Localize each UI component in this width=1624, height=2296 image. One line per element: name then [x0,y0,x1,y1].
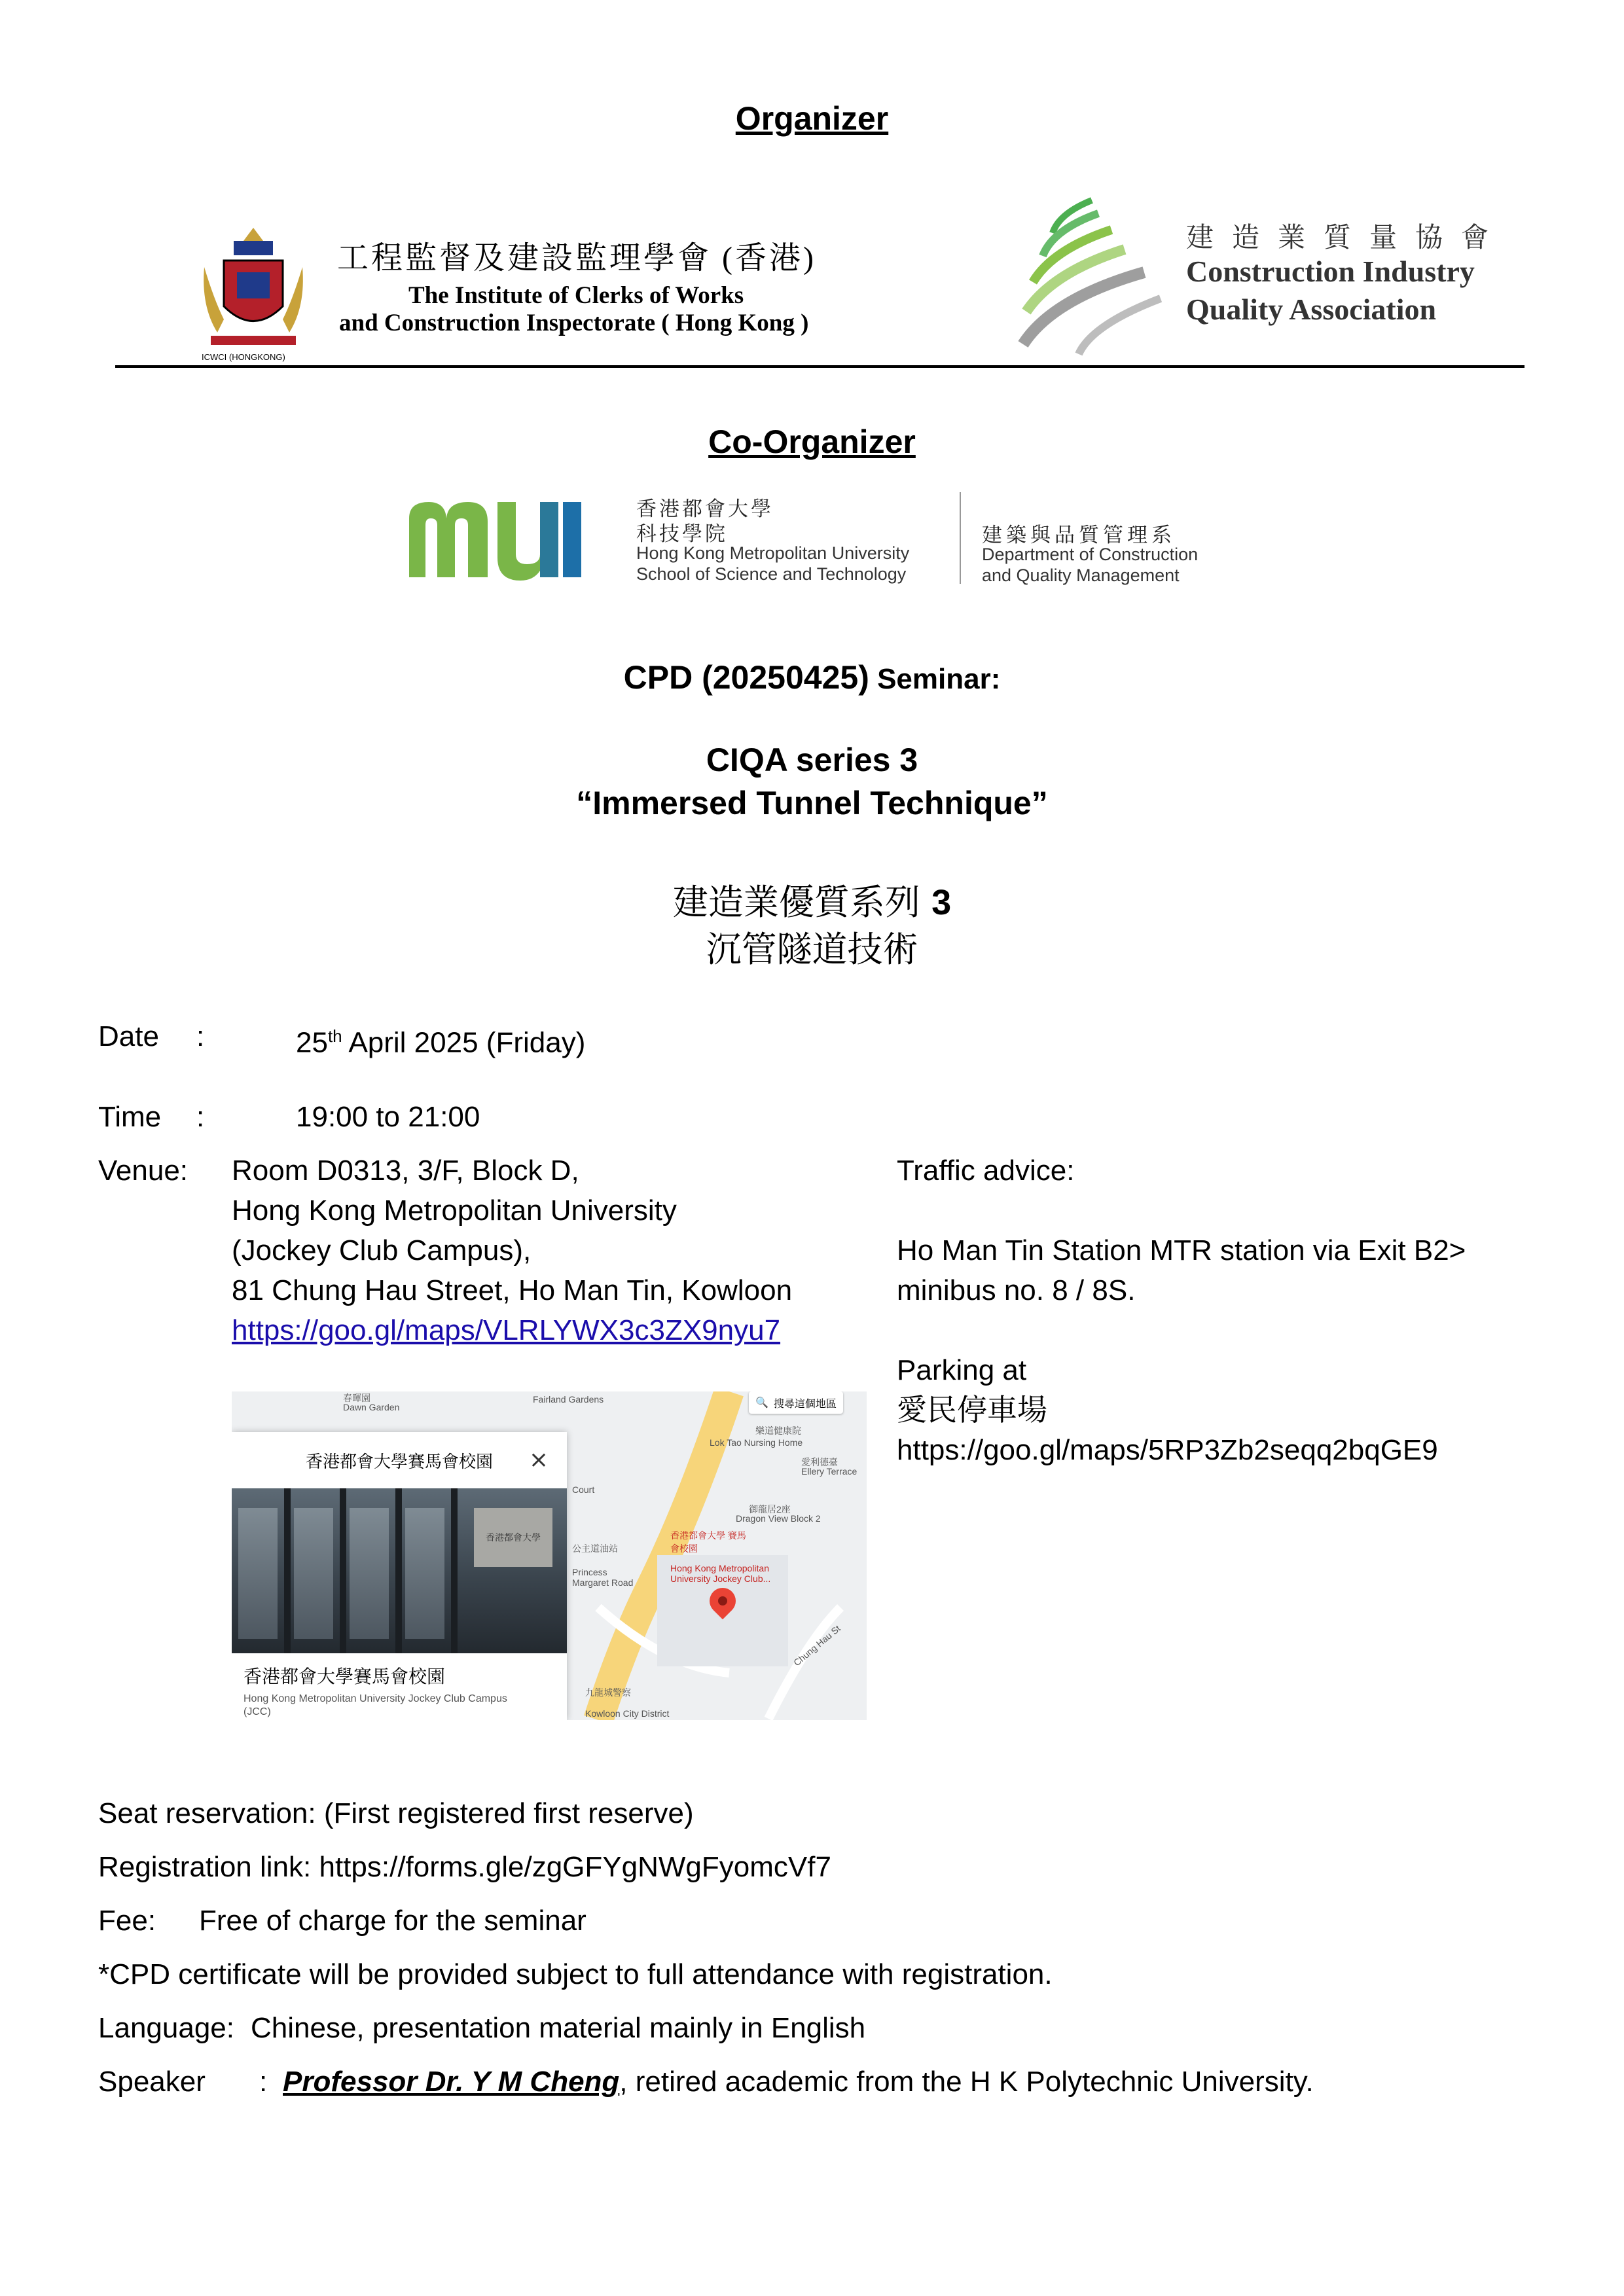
map-label-dawn-cn: 春暉園 [343,1393,370,1403]
traffic-line1: Ho Man Tin Station MTR station via Exit B2> [897,1234,1466,1266]
cpd-label: CPD (20250425) [623,659,869,696]
venue-block [232,1151,860,1350]
icwci-crest-caption: ICWCI (HONGKONG) [202,352,285,362]
registration-link[interactable]: Registration link: https://forms.gle/zgGFYgNWgFyomcVf7 [98,1851,831,1883]
time-label: Time [98,1101,162,1133]
traffic-line2: minibus no. 8 / 8S. [897,1274,1136,1306]
parking-link[interactable]: https://goo.gl/maps/5RP3Zb2seqq2bqGE9 [897,1434,1438,1466]
place-card-photo [232,1488,567,1653]
map-label-court: Court [572,1484,595,1495]
coorganizer-heading: Co-Organizer [708,423,916,460]
venue-line: Hong Kong Metropolitan University [232,1194,677,1227]
time-colon: : [196,1101,205,1133]
place-card-subtitle: Hong Kong Metropolitan University Jockey Club Campus (JCC) [244,1693,507,1717]
venue-map-link[interactable]: https://goo.gl/maps/VLRLYWX3c3ZX9nyu7 [232,1314,781,1346]
map-label-dragon-en: Dragon View Block 2 [736,1513,821,1524]
date-label: Date [98,1020,159,1052]
map-label-dragon-cn: 御龍居2座 [749,1504,791,1515]
map-label-campus-cn: 香港都會大學 賽馬會校園 [670,1530,746,1554]
dept-name-en-line1: Department of Construction [982,545,1199,564]
map-label-campus-en: Hong Kong Metropolitan University Jockey Club... [670,1563,771,1584]
close-icon[interactable]: × [528,1446,549,1473]
map-label-ellery-cn: 愛利德臺 [801,1457,838,1467]
icwci-name-cn: 工程監督及建設監理學會 (香港) [337,241,816,276]
hkmu-name-cn-line1: 香港都會大學 [636,497,774,521]
map-label-nursing-en: Lok Tao Nursing Home [710,1437,803,1448]
map-search-chip[interactable] [749,1391,843,1414]
map-search-label: 搜尋這個地區 [773,1398,837,1410]
language-label: Language: [98,2012,234,2044]
seat-reservation: Seat reservation: (First registered first reserve) [98,1797,694,1829]
parking-name-cn: 愛民停車場 [897,1392,1047,1427]
map-label-nursing-cn: 樂道健康院 [755,1426,801,1436]
map-label-princess-cn: 公主道油站 [572,1543,618,1554]
date-colon: : [196,1020,205,1052]
place-card-header [232,1432,567,1489]
header-divider [115,365,1525,368]
hkmu-name-en-line1: Hong Kong Metropolitan University [636,543,910,563]
traffic-block [897,1151,1538,1470]
dept-name-cn: 建築與品質管理系 [982,524,1176,547]
place-card-title: 香港都會大學賽馬會校園 [305,1452,493,1472]
map-label-police-cn: 九龍城警察 [585,1687,631,1698]
place-card-plaque: 香港都會大學 [474,1508,552,1567]
speaker-rest: , retired academic from the H K Polytechnic University. [619,2066,1314,2098]
map-label-ellery-en: Ellery Terrace [801,1466,857,1477]
dept-name-en-line2: and Quality Management [982,565,1180,585]
speaker-colon: : [259,2066,268,2098]
icwci-crest-icon [198,221,309,362]
hkmu-divider [960,492,961,584]
language-value: Chinese, presentation material mainly in English [251,2012,866,2044]
series-cn-num: 3 [931,883,952,922]
ciqa-name-en-line2: Quality Association [1186,293,1437,326]
ciqa-name-cn: 建造業質量協會 [1186,223,1507,253]
parking-label: Parking at [897,1354,1027,1386]
map-label-chunghau: Chung Hau St [791,1623,842,1668]
fee-value: Free of charge for the seminar [199,1905,586,1937]
organizer-heading: Organizer [735,100,889,137]
traffic-heading: Traffic advice: [897,1155,1075,1187]
seminar-label: Seminar: [869,663,1001,695]
date-day: 25 [296,1026,328,1059]
hkmu-logo-icon [406,492,615,584]
venue-line: Room D0313, 3/F, Block D, [232,1155,579,1187]
speaker-label: Speaker [98,2066,206,2098]
date-rest: April 2025 (Friday) [342,1026,586,1059]
speaker-name: Professor Dr. Y M Cheng [283,2066,620,2098]
date-value [296,1016,585,1063]
ciqa-logo-icon [1013,194,1170,357]
venue-line: 81 Chung Hau Street, Ho Man Tin, Kowloon [232,1274,793,1306]
icwci-name-en-line1: The Institute of Clerks of Works [408,282,744,309]
title-cn: 沉管隧道技術 [706,929,918,970]
series-en: CIQA series 3 [706,742,918,778]
cpd-line [0,658,1624,696]
venue-line: (Jockey Club Campus), [232,1234,532,1266]
map-label-princess-en: Princess Margaret Road [572,1567,634,1588]
place-card[interactable] [232,1432,567,1720]
search-icon: 🔍 [755,1397,768,1408]
date-sup: th [327,1026,342,1046]
series-cn-text: 建造業優質系列 [672,882,932,923]
title-en: “Immersed Tunnel Technique” [576,785,1048,821]
place-card-name: 香港都會大學賽馬會校園 [244,1666,446,1687]
ciqa-name-en-line1: Construction Industry [1186,255,1475,288]
map-label-police-en: Kowloon City District [585,1708,670,1719]
hkmu-name-en-line2: School of Science and Technology [636,564,907,584]
icwci-name-en-line2: and Construction Inspectorate ( Hong Kong ) [339,310,809,336]
series-cn [0,874,1624,925]
hkmu-name-cn-line2: 科技學院 [636,522,728,546]
speaker-line [283,2062,1520,2102]
map-label-fairland: Fairland Gardens [533,1394,604,1405]
map-label-dawn-en: Dawn Garden [343,1402,400,1412]
time-value: 19:00 to 21:00 [296,1101,480,1133]
venue-label: Venue: [98,1155,189,1187]
cpd-note: *CPD certificate will be provided subject to full attendance with registration. [98,1958,1053,1990]
venue-map[interactable] [232,1391,867,1720]
fee-label: Fee: [98,1905,156,1937]
